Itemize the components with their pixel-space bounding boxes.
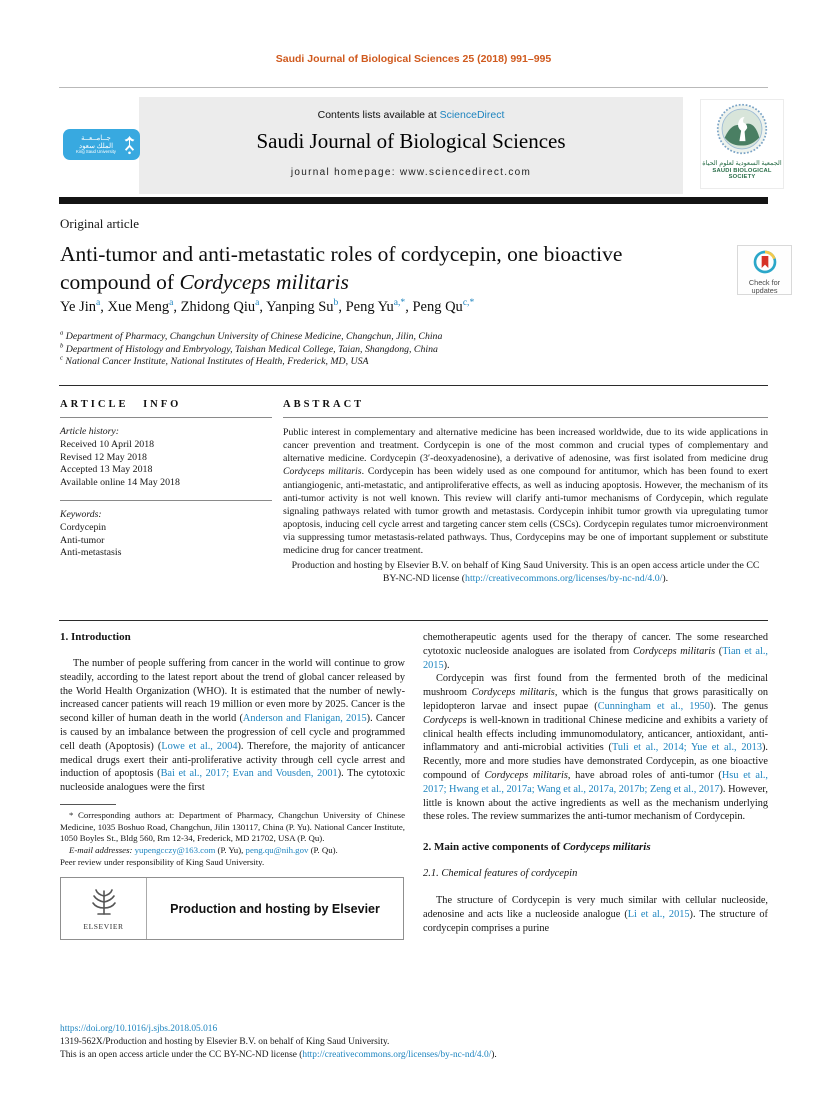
text-segment: The structure of Cordycepin is very much similar with cellular nucleoside, adenosine and acts like a nucleoside analogue ( [423,895,768,920]
text-segment: ). The structure of cordycepin comprises a purine [423,908,768,934]
text-segment: Production and hosting by Elsevier B.V. on behalf of King Saud University. This is an open access article under the CC BY-NC-ND license ( [291,559,760,584]
article-title [60,240,700,296]
footnote-rule [60,804,116,805]
divider [60,500,272,501]
affiliation-text: National Cancer Institute, National Institutes of Health, Frederick, MD, USA [65,356,369,368]
text-segment: Cordyceps militaris [471,687,555,699]
text-segment: , have abroad roles of anti-tumor ( [567,769,722,781]
inline-link[interactable]: Tuli et al., 2014; Yue et al., 2013 [611,742,762,754]
abstract-section-bottom-rule [59,620,768,621]
article-type-label: Original article [60,216,140,231]
peer-review-note: Peer review under responsibility of King Saud University. [60,856,265,867]
affiliation [60,356,442,369]
affiliation [60,344,442,357]
text-segment: chemotherapeutic agents used for the therapy of cancer. The some researched cytotoxic nucleoside analogues are isolated from [423,632,768,657]
text-segment: Cordyceps militaris [179,270,349,295]
inline-link[interactable]: a [169,297,174,309]
text-segment: Cordyceps militaris [562,841,651,854]
elsevier-wordmark: ELSEVIER [83,921,124,931]
body-right-column [423,631,768,936]
check-updates-icon [753,250,777,274]
inline-link[interactable]: a [255,297,260,309]
inline-link[interactable]: a [96,297,101,309]
inline-link[interactable]: Li et al., 2015 [627,908,690,920]
text-segment: Ye Jin [60,299,97,315]
production-hosting-box [60,877,404,940]
affiliation-sup: c [60,354,63,362]
history-accepted: Accepted 13 May 2018 [60,464,153,476]
ksu-arabic-line1: جــامــعــة [81,133,111,142]
keywords-label: Keywords: [60,508,102,520]
abstract-text [283,426,768,558]
divider [283,417,768,418]
text-segment: Cordycepin was first found from the fermented broth of the medicinal mushroom [423,673,768,699]
journal-homepage[interactable]: journal homepage: www.sciencedirect.com [290,167,532,178]
elsevier-logo [61,878,147,939]
article-info-column [60,399,272,560]
history-online: Available online 14 May 2018 [60,477,180,489]
text-segment: ). [491,1049,497,1060]
text-segment: ). The genus [709,700,769,712]
introduction-heading: 1. Introduction [60,631,131,643]
authors-line [60,299,474,316]
text-segment: The number of people suffering from cancer in the world will continue to grow steadily, according to the latest report about the trend of global cancer released by the World Health Organization (WHO). It is estimated that the number of newly-increased cancer patients will reach 19 million or even more by 2025. Cancer is the second killer of human death in the world ( [60,658,405,725]
ksu-english-label: King Saud University [76,149,116,155]
history-received: Received 10 April 2018 [60,438,155,450]
keyword: Anti-tumor [60,534,105,546]
inline-link[interactable]: http://creativecommons.org/licenses/by-nc-nd/4.0/ [302,1049,492,1060]
inline-link[interactable]: Anderson and Flanigan, 2015 [242,713,367,725]
text-segment: ). [443,659,450,671]
inline-link[interactable]: Hsu et al., 2017; Hwang et al., 2017a; Wang et al., 2017a, 2017b; Zeng et al., 2017 [423,769,768,795]
text-segment: Cordyceps militaris [484,769,568,781]
text-segment: ). [662,572,669,584]
journal-banner [139,97,683,194]
inline-link[interactable]: yupengcczy@163.com [134,845,216,856]
sbs-emblem-icon [716,103,768,155]
inline-link[interactable]: b [333,297,339,309]
section-2-1-paragraph [423,894,768,935]
affiliation-text: Department of Histology and Embryology, Taishan Medical College, Taian, Shangdong, China [65,343,438,355]
text-segment: , Yanping Su [259,299,334,315]
text-segment: Anti-tumor and anti-metastatic roles of cordycepin, one bioactive compound of [60,242,623,295]
affiliation-sup: a [60,329,64,337]
abstract-heading: ABSTRACT [283,399,365,410]
inline-link[interactable]: Lowe et al., 2004 [161,740,238,752]
footnote-block [60,804,405,869]
top-divider [59,87,768,88]
text-segment: ). Cancer is caused by an imbalance between the progression of cell cycle and programmed cell death (Apoptosis) ( [60,713,406,752]
sbs-arabic-label: الجمعية السعودية لعلوم الحياة [702,160,782,167]
inline-link[interactable]: Cunningham et al., 1950 [597,700,710,712]
email-addresses-line [60,845,405,857]
sbs-english-label: SAUDI BIOLOGICAL SOCIETY [712,167,772,180]
body-left-column [60,631,405,940]
inline-link[interactable]: http://creativecommons.org/licenses/by-nc-nd/4.0/ [465,572,663,584]
inline-link[interactable]: a,* [393,297,406,309]
affiliation-text: Department of Pharmacy, Changchun University of Chinese Medicine, Changchun, Jilin, China [65,331,443,342]
text-segment: , Peng Yu [338,299,394,315]
check-updates-label: Check for updates [748,278,781,296]
elsevier-tree-icon [89,887,119,921]
inline-link[interactable]: c,* [462,297,475,309]
inline-link[interactable]: Bai et al., 2017; Evan and Vousden, 2001 [160,768,338,780]
text-segment: . Cordycepin has been widely used as one compound for antitumor, which has been found to exert antiangiogenic, anti-metastatic, and antiproliferative effects, as well as inducing apoptosis. However, the mechanism of its anti-tumor activity is not well known. This review will clarify anti-tumor mechanisms of Cordycepin, which regulate signaling pathways related with tumor growth and metastasis. Cordycepin inhibit tumor growth via upregulating tumor apoptosis, inducing cell cycle arrest and targeting cancer stem cells (CSCs). Cordycepin regulates tumor microenvironment via suppressing tumor metastasis-related pathways. Thus, Cordycepins may be one of important supplement or substitute medicine drug for cancer treatment. [283,466,768,557]
article-info-heading: ARTICLE INFO [60,399,182,410]
text-segment: , Xue Meng [100,299,170,315]
saudi-biological-society-logo [700,99,784,189]
text-segment: , which is the fungus that grows parasitically on lepidopteron larvae and insect pupae ( [423,687,768,712]
open-access-license-line [60,1049,769,1062]
journal-title: Saudi Journal of Biological Sciences [256,129,566,153]
text-segment: Cordyceps militaris [632,645,716,657]
text-segment: ). The cytotoxic nucleoside analogues were the first [60,768,405,794]
keyword: Cordycepin [60,521,107,533]
intro-paragraph-1 [60,657,405,795]
divider [60,417,272,418]
journal-citation-header: Saudi Journal of Biological Sciences 25 (2018) 991–995 [275,53,552,65]
issn-production-line: 1319-562X/Production and hosting by Elsevier B.V. on behalf of King Saud University. [60,1036,390,1047]
text-segment: ). Therefore, the majority of anticancer medical drugs exert their anti-proliferative activity through cell cycle arrest and induction of apoptosis ( [60,740,405,780]
text-segment: , Peng Qu [405,299,463,315]
keyword: Anti-metastasis [60,547,122,559]
header-black-bar [59,197,768,204]
section-2-1-heading: 2.1. Chemical features of cordycepin [423,868,578,880]
text-segment: ( [715,645,723,657]
text-segment: , Zhidong Qiu [173,299,256,315]
king-saud-university-logo [63,129,140,160]
inline-link[interactable]: Tian et al., 2015 [423,645,768,671]
ksu-emblem-icon [123,133,136,157]
affiliation [60,331,442,344]
production-hosting-label: Production and hosting by Elsevier [170,901,380,916]
abstract-column [283,399,768,585]
text-segment: Public interest in complementary and alternative medicine has been increased worldwide, due to its wide applications in cancer prevention and treatment. Cordycepin is one of the most common and crucial types of complementary and alternative medicine. Cordycepin (3′-deoxyadenosine), a derivative of adenosine, was first isolated from medicine drug [283,427,768,465]
abstract-license-text [283,559,768,585]
contents-line [139,97,683,121]
text-segment: Cordyceps [423,714,467,726]
affiliation-sup: b [60,342,64,350]
inline-link[interactable]: peng.qu@nih.gov [245,845,309,856]
text-segment: This is an open access article under the CC BY-NC-ND license ( [60,1049,303,1060]
text-segment: 2. Main active components of [423,841,563,854]
affiliation-list [60,331,442,369]
doi-link[interactable]: https://doi.org/10.1016/j.sjbs.2018.05.016 [60,1024,218,1034]
intro-paragraph-2 [423,672,768,824]
check-for-updates-badge[interactable] [737,245,792,295]
ksu-logo-text [69,134,123,155]
inline-link[interactable]: ScienceDirect [439,109,505,121]
footer-block [60,1023,769,1062]
text-segment: ). However, little is known about the active ingredients as well as the mechanism underlying these roles. The review summarizes the anti-tumor mechanism of Cordycepin. [423,783,768,823]
section-2-heading [423,841,768,853]
text-segment: Cordyceps militaris [283,466,362,478]
article-history-label: Article history: [60,426,119,437]
text-segment: (P. Qu). [308,845,338,856]
text-segment: Contents lists available at [317,109,440,121]
history-revised: Revised 12 May 2018 [60,451,147,463]
text-segment: (P. Yu), [215,845,246,856]
text-segment: ). Recently, more and more studies have demonstrated Cordycepin, as one bioactive compound of [423,742,768,781]
ksu-arabic-line2: الملك سعود [78,142,114,151]
intro-paragraph-1-continued [423,631,768,672]
corresponding-authors-note: * Corresponding authors at: Department of Pharmacy, Changchun University of Chinese Medicine, 1035 Boshuo Road, Changchun, Jilin 130117, China (P. Yu). National Cancer Institute, 1050 Boyles St., Bldg 560, Rm 12-34, Frederick, MD 21702, USA (P. Qu). [60,809,405,844]
info-section-top-rule [59,385,768,386]
text-segment: is well-known in traditional Chinese medicine and exhibits a variety of clinical health effects including immunomodulatory, anticancer, antioxidant, anti-inflammatory and anti-microbial activities ( [423,714,768,754]
text-segment: E-mail addresses: [69,845,135,856]
